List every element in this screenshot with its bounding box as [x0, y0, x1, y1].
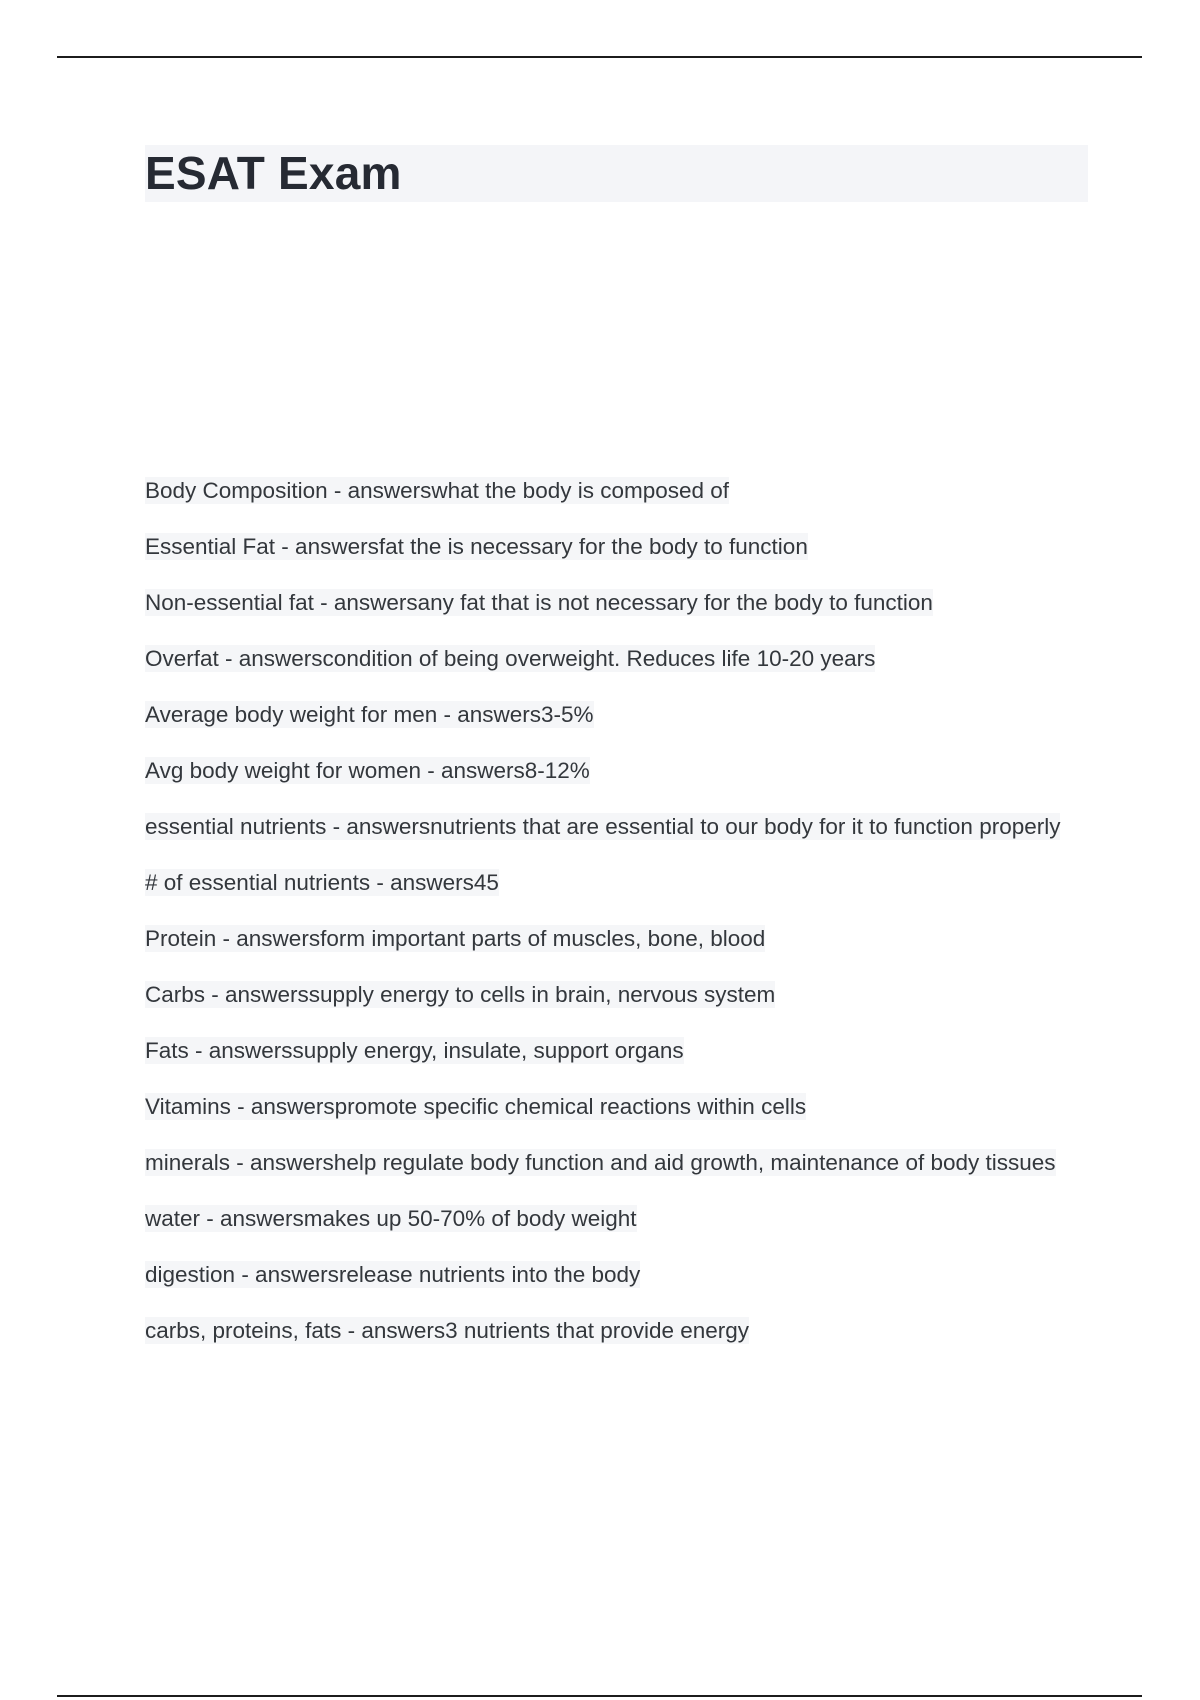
entry-text: digestion - answersrelease nutrients into the body [145, 1262, 641, 1287]
entry-text: essential nutrients - answersnutrients that are essential to our body for it to function properly [145, 814, 1061, 839]
list-item [145, 924, 1065, 953]
entry-text: water - answersmakes up 50-70% of body weight [145, 1206, 637, 1231]
list-item [145, 1036, 1065, 1065]
list-item [145, 476, 1065, 505]
list-item [145, 1092, 1065, 1121]
entry-text: minerals - answershelp regulate body function and aid growth, maintenance of body tissues [145, 1150, 1056, 1175]
list-item [145, 1316, 1065, 1345]
list-item [145, 532, 1065, 561]
flashcard-list [145, 476, 1065, 1372]
entry-text: Carbs - answerssupply energy to cells in brain, nervous system [145, 982, 776, 1007]
list-item [145, 1260, 1065, 1289]
top-rule [57, 56, 1142, 58]
entry-text: Non-essential fat - answersany fat that is not necessary for the body to function [145, 590, 933, 615]
list-item [145, 588, 1065, 617]
entry-text: Average body weight for men - answers3-5% [145, 702, 594, 727]
list-item [145, 868, 1065, 897]
entry-text: Essential Fat - answersfat the is necessary for the body to function [145, 534, 808, 559]
entry-text: carbs, proteins, fats - answers3 nutrients that provide energy [145, 1318, 750, 1343]
entry-text: Vitamins - answerspromote specific chemical reactions within cells [145, 1094, 807, 1119]
entry-text: Body Composition - answerswhat the body is composed of [145, 478, 730, 503]
list-item [145, 700, 1065, 729]
page-title: ESAT Exam [145, 147, 402, 199]
entry-text: Fats - answerssupply energy, insulate, support organs [145, 1038, 684, 1063]
list-item [145, 644, 1065, 673]
entry-text: # of essential nutrients - answers45 [145, 870, 499, 895]
list-item [145, 812, 1065, 841]
entry-text: Overfat - answerscondition of being overweight. Reduces life 10-20 years [145, 646, 876, 671]
list-item [145, 980, 1065, 1009]
bottom-rule [57, 1695, 1142, 1697]
list-item [145, 756, 1065, 785]
entry-text: Avg body weight for women - answers8-12% [145, 758, 590, 783]
list-item [145, 1148, 1065, 1177]
list-item [145, 1204, 1065, 1233]
entry-text: Protein - answersform important parts of muscles, bone, blood [145, 926, 766, 951]
